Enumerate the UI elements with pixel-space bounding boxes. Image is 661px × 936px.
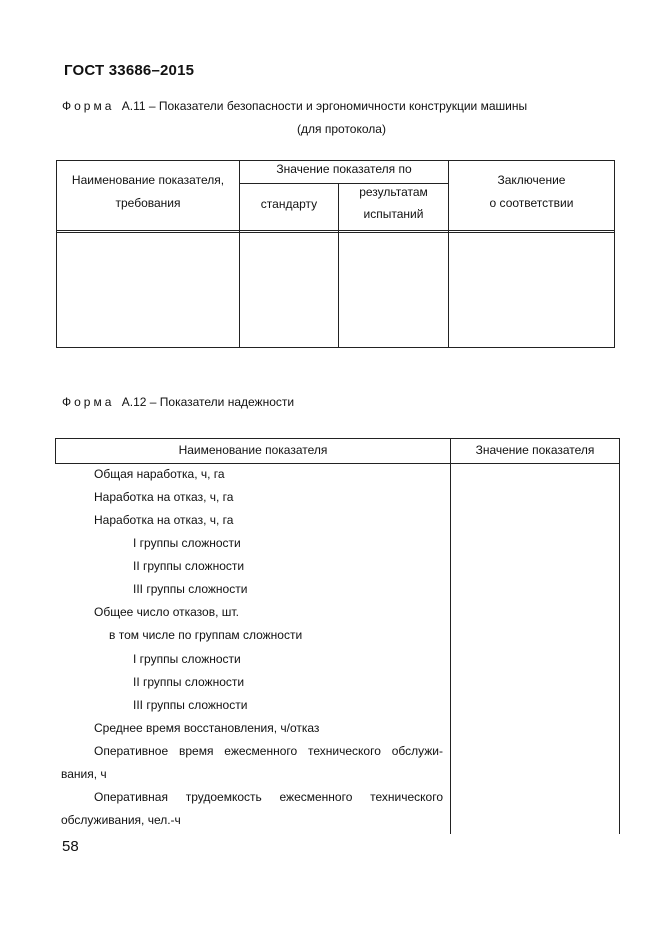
table-border-right — [614, 160, 615, 348]
a11-col3-header-line2: о соответствии — [489, 196, 574, 210]
table-row: I группы сложности — [133, 652, 241, 666]
table-row: Оперативное время ежесменного технического обслужи- — [94, 744, 443, 758]
table-col-divider — [239, 160, 240, 348]
table-row: Среднее время восстановления, ч/отказ — [94, 721, 320, 735]
a11-col1-header-line1: Наименование показателя, — [71, 173, 225, 187]
table-row: Оперативная трудоемкость ежесменного технического — [94, 790, 443, 804]
form-a11-caption-line2: (для протокола) — [297, 122, 386, 136]
form-a11-caption-text: А.11 – Показатели безопасности и эргономичности конструкции машины — [121, 99, 528, 113]
a12-col2-header: Значение показателя — [475, 443, 595, 457]
table-col-divider — [450, 438, 451, 834]
a11-subcol-results-line2: испытаний — [363, 207, 424, 221]
a11-group-header: Значение показателя по — [276, 162, 412, 176]
form-a12-caption — [62, 395, 294, 409]
table-row: вания, ч — [61, 767, 107, 781]
form-a12-caption-prefix: Форма — [62, 395, 115, 409]
table-row: Общее число отказов, шт. — [94, 605, 239, 619]
a11-col1-header-line2: требования — [115, 196, 181, 210]
table-row: III группы сложности — [133, 582, 248, 596]
table-row: в том числе по группам сложности — [109, 628, 303, 642]
a12-col1-header: Наименование показателя — [178, 443, 328, 457]
form-a11-caption-prefix: Форма — [62, 99, 115, 113]
table-border-right — [619, 438, 620, 834]
a11-col1-header — [57, 169, 239, 215]
table-row: I группы сложности — [133, 536, 241, 550]
table-header-bottom — [56, 230, 615, 231]
a11-col3-header — [449, 169, 614, 215]
a11-subcol-standard: стандарту — [260, 197, 318, 211]
table-row: Наработка на отказ, ч, га — [94, 513, 234, 527]
form-a11-caption — [62, 99, 527, 113]
table-header-bottom — [55, 463, 620, 464]
table-row: Наработка на отказ, ч, га — [94, 490, 234, 504]
table-row: II группы сложности — [133, 675, 245, 689]
table-row: Общая наработка, ч, га — [94, 467, 225, 481]
table-border-bottom — [56, 347, 615, 348]
a11-col3-header-line1: Заключение — [497, 173, 566, 187]
table-row: обслуживания, чел.-ч — [61, 813, 181, 827]
a11-subcol-results — [339, 181, 448, 225]
a11-subcol-results-line1: результатам — [359, 185, 428, 199]
table-row: III группы сложности — [133, 698, 248, 712]
table-row: II группы сложности — [133, 559, 245, 573]
document-code: ГОСТ 33686–2015 — [64, 62, 195, 79]
page-number: 58 — [62, 838, 79, 855]
form-a12-caption-text: А.12 – Показатели надежности — [121, 395, 295, 409]
table-header-bottom-double — [56, 232, 615, 233]
